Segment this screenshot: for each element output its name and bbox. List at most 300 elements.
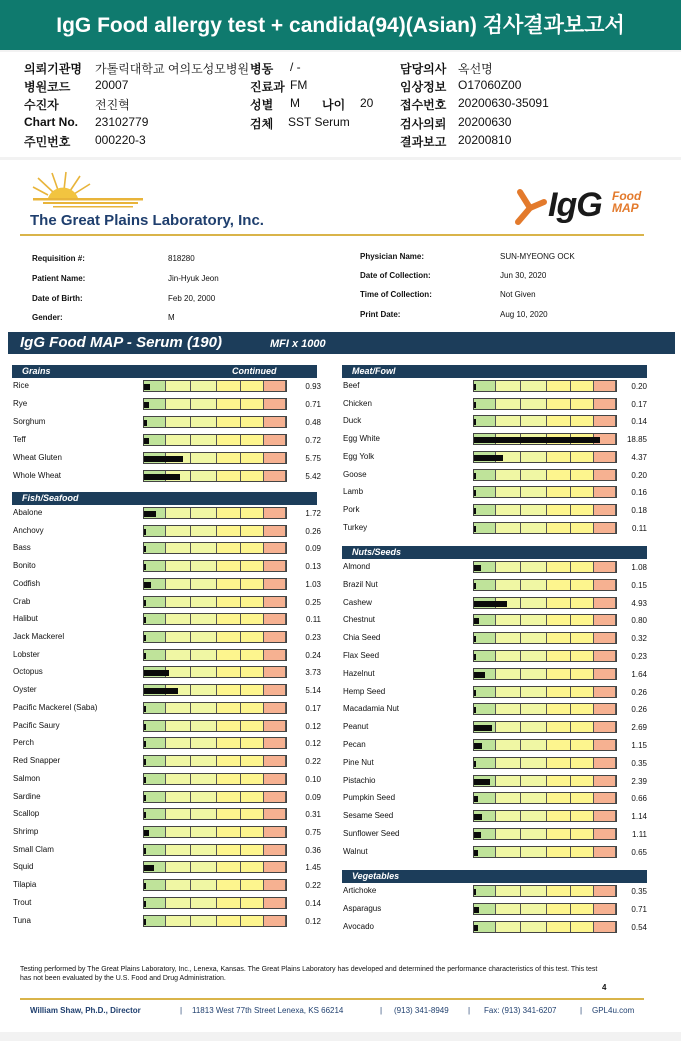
footer-divider xyxy=(20,998,644,1000)
header-field-label: 병원코드 xyxy=(24,80,71,94)
result-scale-bar xyxy=(143,684,287,696)
food-name: Pork xyxy=(343,505,360,515)
scale-zone xyxy=(474,651,496,661)
scale-zone xyxy=(191,827,217,837)
section-header xyxy=(342,870,647,883)
result-row xyxy=(13,542,321,556)
result-value: 0.71 xyxy=(631,904,647,914)
result-scale-bar xyxy=(473,885,617,897)
result-scale-bar xyxy=(473,686,617,698)
scale-zone xyxy=(191,809,217,819)
scale-zone xyxy=(547,704,571,714)
scale-zone xyxy=(166,721,192,731)
scale-zone xyxy=(191,453,217,463)
result-value: 0.17 xyxy=(631,399,647,409)
result-level-bar xyxy=(474,889,476,895)
scale-zone xyxy=(264,774,286,784)
result-value: 1.45 xyxy=(305,863,321,873)
result-value: 3.73 xyxy=(305,668,321,678)
result-value: 0.22 xyxy=(305,881,321,891)
scale-zone xyxy=(217,614,241,624)
scale-zone xyxy=(547,722,571,732)
result-row xyxy=(343,686,648,700)
result-value: 4.93 xyxy=(631,598,647,608)
scale-zone xyxy=(521,487,547,497)
report-title: IgG Food allergy test + candida(94)(Asian) 검사결과보고서 xyxy=(56,14,625,37)
header-field-label: 진료과 xyxy=(250,80,285,94)
scale-zone xyxy=(521,669,547,679)
scale-zone xyxy=(594,470,616,480)
scale-zone xyxy=(144,597,166,607)
scale-zone xyxy=(264,471,286,481)
header-field-label: 성별 xyxy=(250,98,274,112)
result-scale-bar xyxy=(473,650,617,662)
result-value: 0.18 xyxy=(631,506,647,516)
scale-zone xyxy=(217,738,241,748)
scale-zone xyxy=(571,416,595,426)
scale-zone xyxy=(547,598,571,608)
scale-zone xyxy=(191,756,217,766)
result-level-bar xyxy=(144,511,156,517)
result-value: 0.13 xyxy=(305,562,321,572)
scale-zone xyxy=(191,508,217,518)
scale-zone xyxy=(571,633,595,643)
scale-zone xyxy=(166,756,192,766)
header-field-value: / - xyxy=(290,60,301,74)
result-row xyxy=(343,792,648,806)
scale-zone xyxy=(217,827,241,837)
scale-zone xyxy=(217,774,241,784)
patient-field-value: SUN-MYEONG OCK xyxy=(500,252,575,261)
food-name: Goose xyxy=(343,469,367,479)
result-row xyxy=(13,649,321,663)
scale-zone xyxy=(166,898,192,908)
scale-zone xyxy=(496,416,522,426)
header-field-value: O17060Z00 xyxy=(458,78,522,92)
scale-zone xyxy=(241,827,265,837)
result-row xyxy=(343,415,648,429)
result-value: 0.93 xyxy=(305,382,321,391)
result-scale-bar xyxy=(473,614,617,626)
result-row xyxy=(343,486,648,500)
scale-zone xyxy=(594,704,616,714)
scale-zone xyxy=(264,916,286,926)
scale-zone xyxy=(594,811,616,821)
scale-zone xyxy=(166,809,192,819)
result-scale-bar xyxy=(473,668,617,680)
scale-zone xyxy=(571,487,595,497)
scale-zone xyxy=(594,399,616,409)
result-scale-bar xyxy=(473,398,617,410)
scale-zone xyxy=(521,740,547,750)
scale-zone xyxy=(594,886,616,896)
result-level-bar xyxy=(144,919,146,925)
result-scale-bar xyxy=(143,826,287,838)
scale-zone xyxy=(496,829,522,839)
scale-zone xyxy=(571,722,595,732)
scale-zone xyxy=(264,579,286,589)
scale-zone xyxy=(547,505,571,515)
scale-zone xyxy=(571,811,595,821)
section-title: Nuts/Seeds xyxy=(352,547,402,557)
scale-zone xyxy=(521,452,547,462)
result-level-bar xyxy=(474,907,479,913)
result-value: 1.11 xyxy=(632,830,647,839)
result-scale-bar xyxy=(473,415,617,427)
scale-zone xyxy=(166,650,192,660)
scale-zone xyxy=(547,793,571,803)
scale-zone xyxy=(217,685,241,695)
result-value: 2.69 xyxy=(631,723,647,733)
scale-zone xyxy=(144,774,166,784)
scale-zone xyxy=(496,722,522,732)
scale-zone xyxy=(144,880,166,890)
result-row xyxy=(13,897,321,911)
food-name: Sesame Seed xyxy=(343,811,394,821)
food-name: Avocado xyxy=(343,921,374,931)
result-scale-bar xyxy=(143,380,287,392)
footer-sep: | xyxy=(380,1006,383,1015)
patient-field-label: Date of Collection: xyxy=(360,271,431,280)
header-field-label: 임상정보 xyxy=(400,80,447,94)
food-name: Codfish xyxy=(13,578,41,588)
result-row xyxy=(13,861,321,875)
food-name: Trout xyxy=(13,897,32,907)
section-title: Fish/Seafood xyxy=(22,493,79,503)
scale-zone xyxy=(521,381,547,391)
scale-zone xyxy=(191,916,217,926)
scale-zone xyxy=(191,526,217,536)
result-value: 0.20 xyxy=(631,470,647,480)
result-value: 0.12 xyxy=(305,739,321,749)
scale-zone xyxy=(166,774,192,784)
scale-zone xyxy=(474,470,496,480)
food-name: Hemp Seed xyxy=(343,686,386,696)
scale-zone xyxy=(496,562,522,572)
result-row xyxy=(13,773,321,787)
scale-zone xyxy=(264,632,286,642)
result-level-bar xyxy=(144,830,149,836)
patient-field-value: M xyxy=(168,313,175,322)
result-level-bar xyxy=(474,743,482,749)
result-scale-bar xyxy=(473,775,617,787)
result-row xyxy=(343,828,648,842)
food-name: Octopus xyxy=(13,667,43,677)
scale-zone xyxy=(496,886,522,896)
scale-zone xyxy=(496,922,522,932)
result-scale-bar xyxy=(143,649,287,661)
result-scale-bar xyxy=(143,737,287,749)
scale-zone xyxy=(241,579,265,589)
scale-zone xyxy=(191,543,217,553)
food-name: Shrimp xyxy=(13,826,39,836)
result-value: 0.26 xyxy=(305,526,321,536)
scale-zone xyxy=(241,614,265,624)
result-row xyxy=(343,668,648,682)
result-value: 0.48 xyxy=(305,417,321,427)
scale-zone xyxy=(547,847,571,857)
scale-zone xyxy=(217,880,241,890)
result-row xyxy=(13,755,321,769)
scale-zone xyxy=(166,703,192,713)
scale-zone xyxy=(521,793,547,803)
patient-field-label: Patient Name: xyxy=(32,274,86,283)
food-name: Asparagus xyxy=(343,903,382,913)
scale-zone xyxy=(571,615,595,625)
scale-zone xyxy=(144,845,166,855)
scale-zone xyxy=(217,756,241,766)
result-scale-bar xyxy=(143,808,287,820)
result-scale-bar xyxy=(143,666,287,678)
scale-zone xyxy=(191,614,217,624)
scale-zone xyxy=(144,916,166,926)
scale-zone xyxy=(217,632,241,642)
result-row xyxy=(343,614,648,628)
scale-zone xyxy=(496,793,522,803)
result-scale-bar xyxy=(473,486,617,498)
scale-zone xyxy=(521,651,547,661)
result-level-bar xyxy=(144,600,146,606)
food-name: Lamb xyxy=(343,487,364,497)
result-scale-bar xyxy=(143,542,287,554)
result-scale-bar xyxy=(473,703,617,715)
scale-zone xyxy=(241,809,265,819)
scale-zone xyxy=(241,756,265,766)
result-value: 0.54 xyxy=(631,922,647,932)
scale-zone xyxy=(166,614,192,624)
result-scale-bar xyxy=(473,561,617,573)
result-value: 0.12 xyxy=(305,721,321,731)
food-name: Teff xyxy=(13,434,26,444)
scale-zone xyxy=(166,827,192,837)
patient-field-value: Aug 10, 2020 xyxy=(500,310,548,319)
result-level-bar xyxy=(144,529,146,535)
scale-zone xyxy=(241,667,265,677)
scale-zone xyxy=(547,399,571,409)
scale-zone xyxy=(571,505,595,515)
result-scale-bar xyxy=(473,846,617,858)
scale-zone xyxy=(594,505,616,515)
food-name: Scallop xyxy=(13,809,40,819)
result-level-bar xyxy=(144,670,169,676)
scale-zone xyxy=(496,580,522,590)
scale-zone xyxy=(241,561,265,571)
food-name: Peanut xyxy=(343,722,369,732)
result-value: 0.15 xyxy=(631,580,647,590)
scale-zone xyxy=(474,381,496,391)
patient-field-label: Physician Name: xyxy=(360,252,425,261)
result-value: 0.31 xyxy=(305,810,321,820)
sun-logo-icon xyxy=(28,170,148,210)
header-field-label: 수진자 xyxy=(24,98,59,112)
scale-zone xyxy=(264,721,286,731)
scale-zone xyxy=(264,508,286,518)
result-level-bar xyxy=(144,546,146,552)
scale-zone xyxy=(166,399,192,409)
header-field-value: 가톨릭대학교 여의도성모병원 xyxy=(95,62,250,76)
header-field-value: 옥선명 xyxy=(458,62,493,76)
result-row xyxy=(13,879,321,893)
scale-zone xyxy=(594,598,616,608)
scale-zone xyxy=(166,667,192,677)
scale-zone xyxy=(217,721,241,731)
scale-zone xyxy=(264,685,286,695)
food-name: Brazil Nut xyxy=(343,579,378,589)
scale-zone xyxy=(241,399,265,409)
result-level-bar xyxy=(144,848,146,854)
scale-zone xyxy=(496,669,522,679)
result-value: 1.03 xyxy=(305,579,321,589)
scale-zone xyxy=(241,632,265,642)
result-row xyxy=(343,380,648,394)
scale-zone xyxy=(166,845,192,855)
scale-zone xyxy=(547,487,571,497)
scale-zone xyxy=(571,829,595,839)
scale-zone xyxy=(496,523,522,533)
header-field-value: 23102779 xyxy=(95,115,149,129)
scale-zone xyxy=(547,452,571,462)
scale-zone xyxy=(496,633,522,643)
patient-field-label: Requisition #: xyxy=(32,254,85,263)
food-name: Cashew xyxy=(343,597,372,607)
result-value: 0.22 xyxy=(305,757,321,767)
result-scale-bar xyxy=(473,632,617,644)
panel-title-band xyxy=(8,332,675,354)
scale-zone xyxy=(496,615,522,625)
result-row xyxy=(343,561,648,575)
result-value: 1.72 xyxy=(305,509,321,518)
scale-zone xyxy=(521,758,547,768)
result-value: 1.15 xyxy=(631,741,647,750)
scale-zone xyxy=(521,776,547,786)
scale-zone xyxy=(547,562,571,572)
scale-zone xyxy=(191,597,217,607)
result-level-bar xyxy=(144,617,146,623)
scale-zone xyxy=(241,471,265,481)
scale-zone xyxy=(191,561,217,571)
result-level-bar xyxy=(474,384,476,390)
result-row xyxy=(343,597,648,611)
scale-zone xyxy=(496,399,522,409)
scale-zone xyxy=(191,862,217,872)
food-name: Egg Yolk xyxy=(343,451,375,461)
scale-zone xyxy=(594,847,616,857)
food-name: Perch xyxy=(13,738,34,748)
scale-zone xyxy=(496,487,522,497)
header-field-label: 담당의사 xyxy=(400,62,447,76)
scale-zone xyxy=(144,756,166,766)
scale-zone xyxy=(217,471,241,481)
food-name: Pacific Saury xyxy=(13,720,60,730)
scale-zone xyxy=(144,614,166,624)
scale-zone xyxy=(217,435,241,445)
scale-zone xyxy=(594,615,616,625)
scale-zone xyxy=(521,470,547,480)
scale-zone xyxy=(191,381,217,391)
header-field-value: 20200810 xyxy=(458,133,512,147)
result-value: 0.11 xyxy=(632,523,647,533)
result-value: 1.14 xyxy=(631,812,647,822)
scale-zone xyxy=(474,886,496,896)
scale-zone xyxy=(594,776,616,786)
food-name: Turkey xyxy=(343,522,368,532)
scale-zone xyxy=(241,543,265,553)
result-value: 5.14 xyxy=(305,686,321,696)
food-name: Hazelnut xyxy=(343,668,375,678)
header-field-value: FM xyxy=(290,78,308,92)
food-name: Tuna xyxy=(13,915,31,925)
food-name: Pine Nut xyxy=(343,757,374,767)
result-level-bar xyxy=(474,473,476,479)
scale-zone xyxy=(166,381,192,391)
scale-zone xyxy=(496,811,522,821)
scale-zone xyxy=(521,416,547,426)
result-row xyxy=(343,921,648,935)
scale-zone xyxy=(241,774,265,784)
scale-zone xyxy=(547,758,571,768)
scale-zone xyxy=(241,685,265,695)
section-title: Grains xyxy=(22,366,51,376)
header-field-label: 접수번호 xyxy=(400,98,447,112)
scale-zone xyxy=(474,704,496,714)
scale-zone xyxy=(496,381,522,391)
result-scale-bar xyxy=(473,810,617,822)
result-row xyxy=(343,903,648,917)
scale-zone xyxy=(571,562,595,572)
result-value: 0.20 xyxy=(631,382,647,391)
scale-zone xyxy=(144,632,166,642)
scale-zone xyxy=(191,685,217,695)
result-value: 0.72 xyxy=(305,435,321,445)
scale-zone xyxy=(217,845,241,855)
scale-zone xyxy=(521,722,547,732)
patient-field-label: Time of Collection: xyxy=(360,290,432,299)
result-scale-bar xyxy=(143,452,287,464)
igg-logo-text: IgG xyxy=(548,186,602,224)
scale-zone xyxy=(217,543,241,553)
divider xyxy=(20,234,644,236)
result-row xyxy=(13,596,321,610)
result-row xyxy=(343,885,648,899)
panel-units: MFI x 1000 xyxy=(270,338,326,350)
scale-zone xyxy=(166,508,192,518)
result-scale-bar xyxy=(143,398,287,410)
result-level-bar xyxy=(144,402,149,408)
scale-zone xyxy=(521,523,547,533)
scale-zone xyxy=(547,776,571,786)
result-row xyxy=(343,451,648,465)
result-level-bar xyxy=(144,706,146,712)
result-row xyxy=(13,560,321,574)
result-scale-bar xyxy=(143,773,287,785)
scale-zone xyxy=(144,792,166,802)
scale-zone xyxy=(594,452,616,462)
scale-zone xyxy=(547,523,571,533)
scale-zone xyxy=(217,650,241,660)
result-row xyxy=(13,578,321,592)
result-row xyxy=(13,791,321,805)
scale-zone xyxy=(264,667,286,677)
result-level-bar xyxy=(144,384,150,390)
result-level-bar xyxy=(474,654,476,660)
scale-zone xyxy=(241,703,265,713)
scale-zone xyxy=(594,829,616,839)
scale-zone xyxy=(547,651,571,661)
result-level-bar xyxy=(474,636,476,642)
scale-zone xyxy=(264,561,286,571)
scale-zone xyxy=(241,381,265,391)
scale-zone xyxy=(264,862,286,872)
